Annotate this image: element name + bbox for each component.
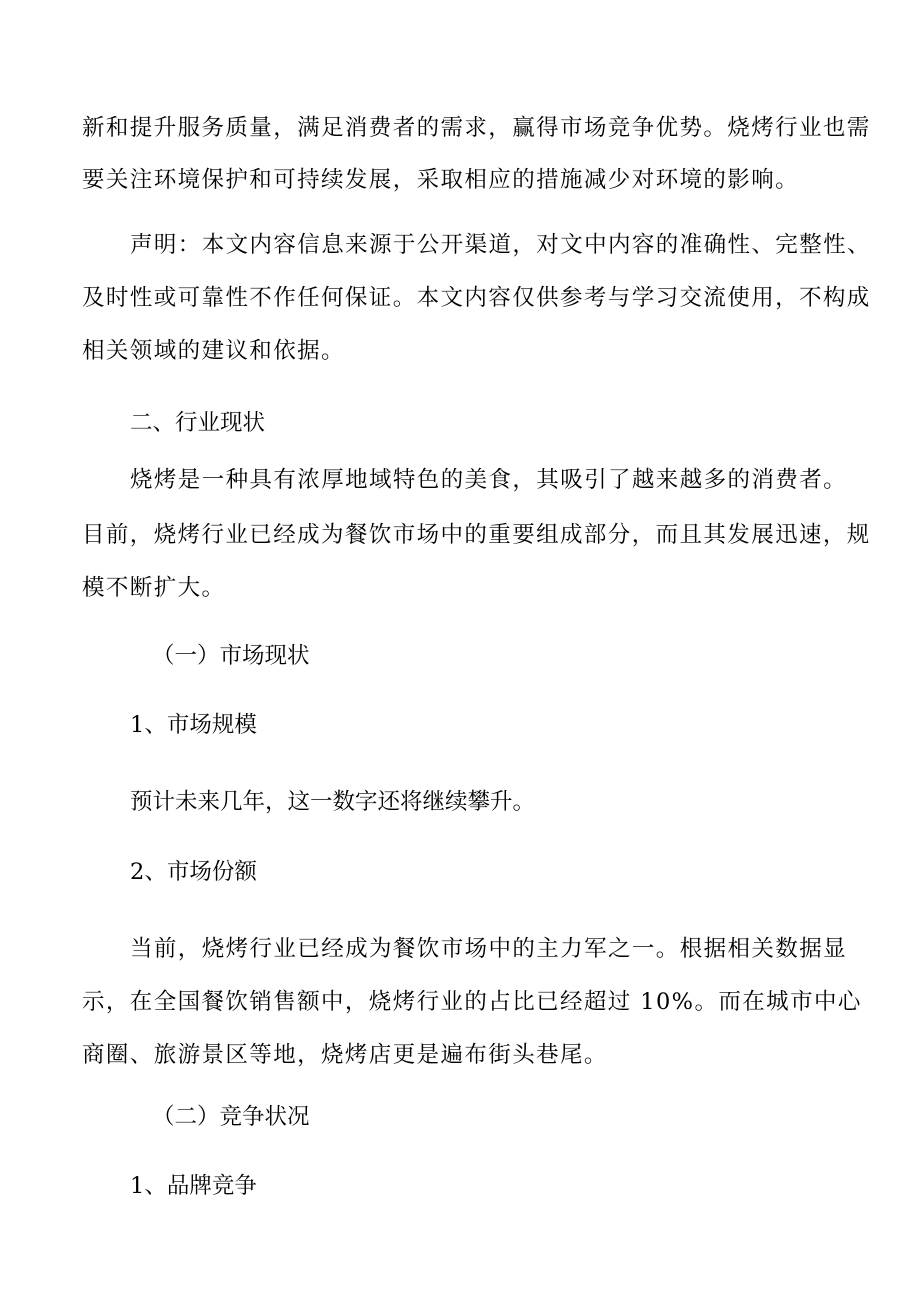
section-heading: 二、行业现状 [130,410,266,436]
section-body-line-3: 模不断扩大。 [82,575,226,601]
intro-line-2: 要关注环境保护和可持续发展，采取相应的措施减少对环境的影响。 [82,167,800,193]
item-heading-market-size: 1、市场规模 [130,712,257,738]
intro-line-1: 新和提升服务质量，满足消费者的需求，赢得市场竞争优势。烧烤行业也需 [82,115,871,141]
disclaimer-line-3: 相关领域的建议和依据。 [82,338,345,364]
item-body-market-size: 预计未来几年，这一数字还将继续攀升。 [130,789,536,815]
item-heading-brand-competition: 1、品牌竞争 [130,1173,257,1199]
subsection-heading-2: （二）竞争状况 [152,1104,310,1130]
disclaimer-line-1: 声明：本文内容信息来源于公开渠道，对文中内容的准确性、完整性、 [130,232,871,258]
market-share-line-3: 商圈、旅游景区等地，烧烤店更是遍布街头巷尾。 [82,1042,608,1068]
disclaimer-line-2: 及时性或可靠性不作任何保证。本文内容仅供参考与学习交流使用，不构成 [82,285,871,311]
section-body-line-2: 目前，烧烤行业已经成为餐饮市场中的重要组成部分，而且其发展迅速，规 [82,522,871,548]
market-share-line-2: 示，在全国餐饮销售额中，烧烤行业的占比已经超过 10%。而在城市中心 [82,989,862,1015]
market-share-line-1: 当前，烧烤行业已经成为餐饮市场中的主力军之一。根据相关数据显 [130,936,848,962]
item-heading-market-share: 2、市场份额 [130,859,257,885]
subsection-heading-1: （一）市场现状 [152,643,310,669]
section-body-line-1: 烧烤是一种具有浓厚地域特色的美食，其吸引了越来越多的消费者。 [130,467,848,493]
